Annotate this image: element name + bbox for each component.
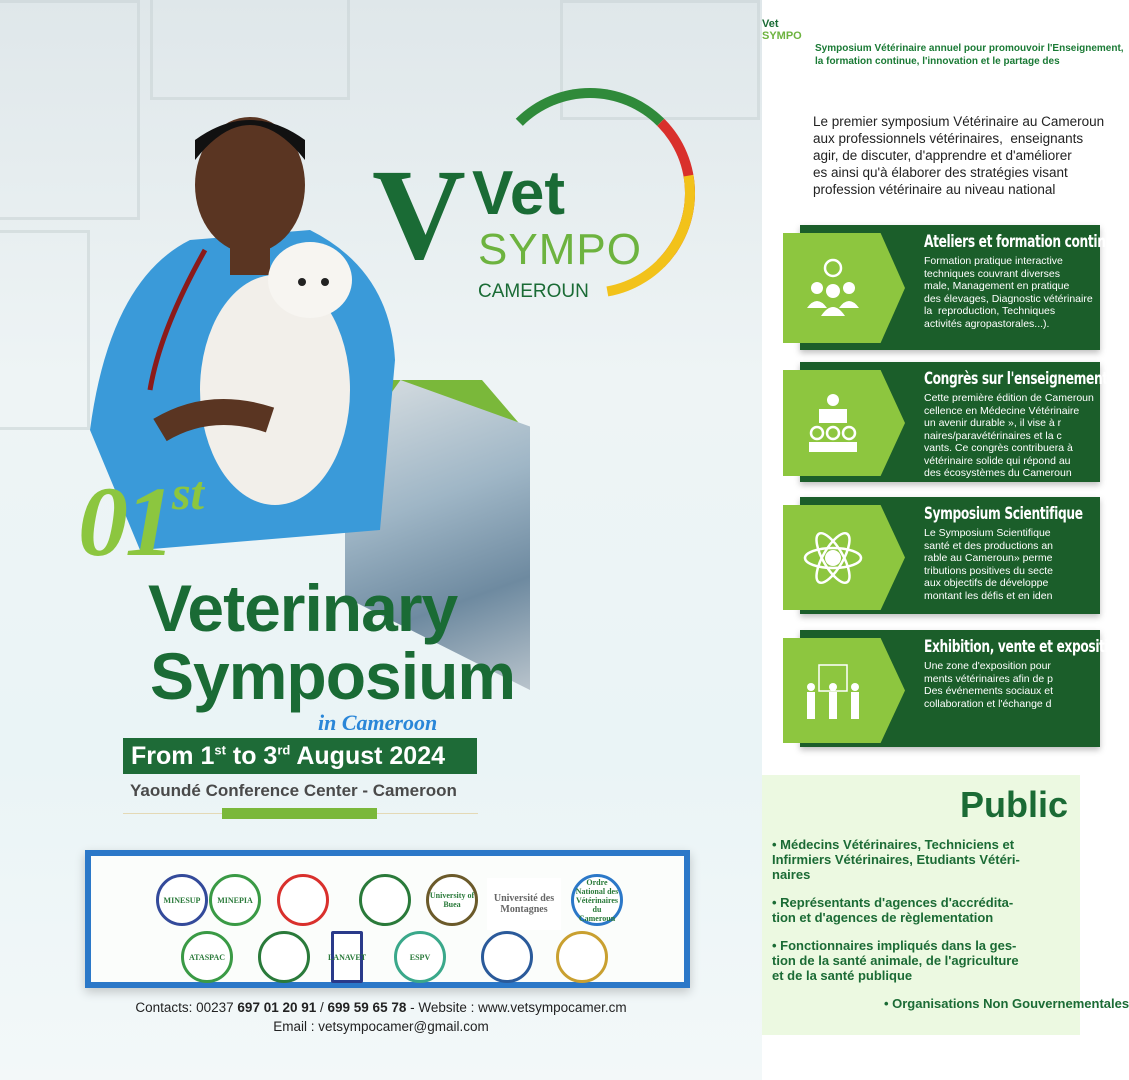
card-icon-tab [783,505,905,610]
text-line: cellence en Médecine Vétérinaire [924,404,1080,417]
card-body [924,255,1093,330]
text-line: vants. Ce congrès contribuera à [924,442,1073,454]
date-to-sup: rd [277,742,291,758]
card-title: Exhibition, vente et exposition [924,637,1125,657]
email-link[interactable]: Email : vetsympocamer@gmail.com [273,1019,489,1034]
small-logo [762,18,804,63]
date-from-sup: st [214,742,226,758]
card-title: Ateliers et formation continue [924,232,1122,252]
date-banner [123,738,477,774]
date-month-year: August 2024 [290,742,446,770]
text-line: tion de la santé animale, de l'agriculture [772,953,1019,968]
website-link[interactable]: - Website : www.vetsympocamer.cm [406,1000,627,1015]
partner-logo [481,931,533,983]
phone-2[interactable]: 699 59 65 78 [327,1000,407,1015]
partner-logo: LANAVET [331,931,363,983]
phone-separator: / [316,1000,328,1015]
text-line: Cette première édition de Cameroun [924,392,1094,404]
card-title: Congrès sur l'enseignement [924,369,1108,389]
green-accent-bar [222,808,377,819]
logo-sympo-text: SYMPO [478,225,642,274]
card-body [924,660,1053,710]
text-line: un avenir durable », il vise à r [924,417,1062,429]
text-line: activités agropastorales...). [924,317,1050,330]
text-line: male, Management en pratique [924,280,1070,292]
contacts-label: Contacts: 00237 [135,1000,238,1015]
text-line: techniques couvrant diverses [924,267,1060,280]
partner-logo: University of Buea [426,874,478,926]
text-line: et de la santé publique [772,968,913,983]
activity-card-exhibition [800,630,1125,747]
text-line: la reproduction, Techniques [924,305,1056,317]
exhibition-people-icon [803,661,863,721]
public-item [772,895,1013,925]
edition-suffix: st [172,467,205,520]
card-icon-tab [783,233,905,343]
text-line: Symposium Vétérinaire annuel pour promouvoir l'Enseignement, [815,43,1124,54]
public-item [772,996,1129,1011]
activity-card-workshops [800,225,1122,350]
text-line: santé et des productions an [924,539,1054,552]
poster-back [762,0,1129,1080]
text-line: des écosystèmes du Cameroun [924,467,1072,479]
date-to: to 3 [225,742,278,770]
presenter-audience-icon [803,393,863,453]
card-body [924,527,1053,602]
partner-logo [556,931,608,983]
text-line: collaboration et l'échange d [924,697,1052,710]
activity-card-scientific [800,497,1100,614]
title-line-1: Veterinary [148,571,458,645]
text-line: Le premier symposium Vétérinaire au Cameroun [813,114,1105,129]
text-line: rable au Cameroun» perme [924,552,1053,564]
logo-vet-text: Vet [472,159,566,228]
card-icon-tab [783,638,905,743]
intro-paragraph [813,113,1104,198]
lightbulb-people-icon [803,258,863,318]
logo-country-text: CAMEROUN [478,281,589,302]
edition-number [78,466,205,577]
partner-logo: MINESUP [156,874,208,926]
text-line: Des événements sociaux et [924,685,1053,697]
text-line: aux professionnels vétérinaires, enseignants [813,131,1084,146]
small-logo-vet: Vet [762,18,779,30]
public-item [772,837,1020,882]
text-line: • Organisations Non Gouvernementales [772,996,1129,1011]
header-tagline [815,42,1124,68]
text-line: • Représentants d'agences d'accrédita- [772,895,1014,910]
atom-icon [803,528,863,588]
venue: Yaoundé Conference Center - Cameroon [130,781,457,800]
background-window [0,230,90,430]
partner-logos-box [85,850,690,988]
text-line: Le Symposium Scientifique [924,527,1051,539]
logo-v-letter: V [372,143,466,287]
partner-logo [258,931,310,983]
text-line: la formation continue, l'innovation et le partage des [815,56,1060,67]
text-line: montant les défis et en iden [924,589,1053,602]
text-line: tributions positives du secte [924,564,1053,577]
contacts-line [0,1000,762,1016]
text-line: es ainsi qu'à élaborer des stratégies visant [813,165,1068,180]
partner-logo: MINEPIA [209,874,261,926]
activity-card-congress [800,362,1108,482]
text-line: naires [772,867,811,882]
partner-logo: Université des Montagnes [487,878,561,930]
partner-logo [359,874,411,926]
public-section [762,775,1129,1035]
date-from: From 1 [131,742,215,770]
text-line: profession vétérinaire au niveau national [813,182,1056,197]
text-line: des élevages, Diagnostic vétérinaire [924,292,1093,305]
text-line: tion et d'agences de règlementation [772,910,994,925]
text-line: agir, de discuter, d'apprendre et d'améliorer [813,148,1072,163]
card-body [924,392,1094,480]
small-logo-sympo: SYMPO [762,30,802,43]
card-icon-tab [783,370,905,476]
subtitle: in Cameroon [318,710,438,735]
phone-1[interactable]: 697 01 20 91 [237,1000,317,1015]
text-line: aux objectifs de développe [924,577,1049,589]
public-title: Public [960,784,1069,825]
text-line: vétérinaire solide qui répond au [924,454,1071,467]
partner-logo: ATASPAC [181,931,233,983]
background-window [150,0,350,100]
text-line: naires/paravétérinaires et la c [924,429,1062,442]
partner-logo: Ordre National des Vétérinaires du Cameroun [571,874,623,926]
partner-logo: ESPV [394,931,446,983]
text-line: Une zone d'exposition pour [924,660,1051,672]
text-line: Formation pratique interactive [924,255,1063,267]
text-line: • Médecins Vétérinaires, Techniciens et [772,837,1015,852]
text-line: • Fonctionnaires impliqués dans la ges- [772,938,1017,953]
text-line: ments vétérinaires afin de p [924,672,1053,685]
title-line-2: Symposium [150,639,516,713]
public-item [772,938,1019,983]
edition-digits: 01 [78,466,172,577]
partner-logo [277,874,329,926]
card-title: Symposium Scientifique [924,504,1083,524]
text-line: Infirmiers Vétérinaires, Etudiants Vétéri- [772,852,1020,867]
